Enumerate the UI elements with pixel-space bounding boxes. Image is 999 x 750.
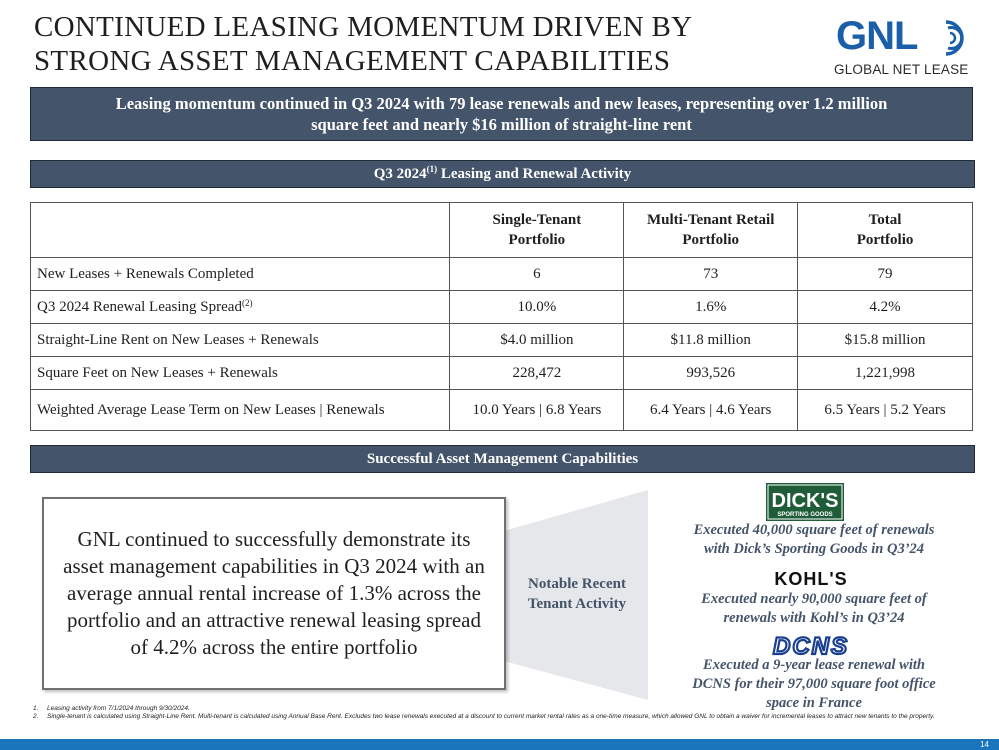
leasing-section-title-post: Leasing and Renewal Activity xyxy=(437,166,632,182)
cell-multi-tenant: $11.8 million xyxy=(624,324,798,357)
footnote-text: Single-tenant is calculated using Straight-Line Rent. Multi-tenant is calculated using Annual Base Rent. Excludes two lease renewals executed at a discount to current market rental rates as a one-time measure, which allowed GNL to obtain a waiver for incremental leases to attract new tenants to the property. xyxy=(47,713,935,720)
logo-mark: GNL xyxy=(836,14,918,58)
summary-banner xyxy=(30,87,973,141)
page-number: 14 xyxy=(980,740,989,749)
page-title xyxy=(34,10,774,78)
asset-management-callout xyxy=(42,497,506,690)
footnote-item xyxy=(33,705,983,713)
kohls-logo xyxy=(756,569,866,589)
leasing-section-header xyxy=(30,160,975,188)
dicks-sporting-goods-logo xyxy=(766,483,844,521)
cell-total: 1,221,998 xyxy=(798,357,973,390)
tenant-activity-kohls xyxy=(664,590,964,628)
dcns-logo xyxy=(766,633,856,657)
cell-total: 6.5 Years | 5.2 Years xyxy=(798,390,973,431)
table-row xyxy=(31,324,973,357)
logo-subtitle: GLOBAL NET LEASE xyxy=(834,62,969,77)
notable-label-line-2: Tenant Activity xyxy=(527,596,627,612)
tenant-activity-line: renewals with Kohl’s in Q3’24 xyxy=(723,610,905,626)
footer-bar xyxy=(0,739,999,750)
cell-multi-tenant: 6.4 Years | 4.6 Years xyxy=(624,390,798,431)
row-label: Q3 2024 Renewal Leasing Spread$^{(2)}$ xyxy=(31,291,450,324)
dcns-logo-wordmark: DCNS xyxy=(772,633,850,657)
summary-banner-line-1: Leasing momentum continued in Q3 2024 with 79 lease renewals and new leases, representing over 1.2 million xyxy=(115,94,888,113)
cell-single-tenant: 10.0% xyxy=(450,291,624,324)
cell-total: 4.2% xyxy=(798,291,973,324)
dicks-logo-tagline: SPORTING GOODS xyxy=(777,512,833,518)
notable-label-line-1: Notable Recent xyxy=(528,576,626,592)
column-header-total: Total Portfolio xyxy=(798,203,973,258)
cell-multi-tenant: 73 xyxy=(624,258,798,291)
page-title-line-2: STRONG ASSET MANAGEMENT CAPABILITIES xyxy=(34,45,671,77)
notable-tenant-activity-label xyxy=(508,574,646,614)
cell-total: 79 xyxy=(798,258,973,291)
cell-single-tenant: 10.0 Years | 6.8 Years xyxy=(450,390,624,431)
gnl-logo xyxy=(832,14,982,80)
cell-single-tenant: $4.0 million xyxy=(450,324,624,357)
footnote-number: 1. xyxy=(33,705,39,712)
column-header-single-tenant: Single-Tenant Portfolio xyxy=(450,203,624,258)
asset-management-callout-text: GNL continued to successfully demonstrate its asset management capabilities in Q3 2024 with an average annual rental increase of 1.3% across the portfolio and an attractive renewal leasing spread of 4.2% across the entire portfolio xyxy=(63,527,485,659)
tenant-activity-line: Executed nearly 90,000 square feet of xyxy=(701,591,927,607)
leasing-activity-table xyxy=(30,202,973,431)
logo-swirl-icon xyxy=(932,16,976,60)
row-label-footnote: (2) xyxy=(241,297,253,308)
table-header-row xyxy=(31,203,973,258)
cell-multi-tenant: 1.6% xyxy=(624,291,798,324)
table-row xyxy=(31,357,973,390)
row-label: Straight-Line Rent on New Leases + Renewals xyxy=(31,324,450,357)
row-label: New Leases + Renewals Completed xyxy=(31,258,450,291)
tenant-activity-line: space in France xyxy=(766,695,862,711)
asset-management-section-header: Successful Asset Management Capabilities xyxy=(30,445,975,473)
footnote-number: 2. xyxy=(33,713,39,720)
row-label: Square Feet on New Leases + Renewals xyxy=(31,357,450,390)
tenant-activity-line: Executed 40,000 square feet of renewals xyxy=(693,522,935,538)
page-title-line-1: CONTINUED LEASING MOMENTUM DRIVEN BY xyxy=(34,11,693,43)
cell-total: $15.8 million xyxy=(798,324,973,357)
tenant-activity-line: DCNS for their 97,000 square foot office xyxy=(692,676,936,692)
tenant-activity-line: with Dick’s Sporting Goods in Q3’24 xyxy=(703,541,925,557)
cell-single-tenant: 228,472 xyxy=(450,357,624,390)
table-header-empty xyxy=(31,203,450,258)
table-row xyxy=(31,258,973,291)
tenant-activity-dicks xyxy=(664,521,964,559)
column-header-multi-tenant: Multi-Tenant Retail Portfolio xyxy=(624,203,798,258)
kohls-logo-wordmark: KOHL'S xyxy=(774,569,848,589)
summary-banner-line-2: square feet and nearly $16 million of straight-line rent xyxy=(311,115,692,134)
dicks-logo-wordmark: DICK'S xyxy=(771,490,839,512)
footnote-text: Leasing activity from 7/1/2024 through 9/30/2024. xyxy=(47,705,190,712)
row-label: Weighted Average Lease Term on New Leases | Renewals xyxy=(31,390,450,431)
table-row xyxy=(31,291,973,324)
leasing-section-title-footnote: (1) xyxy=(426,164,438,174)
footnote-item xyxy=(33,713,983,721)
cell-single-tenant: 6 xyxy=(450,258,624,291)
leasing-section-title-pre: Q3 2024 xyxy=(373,166,427,182)
footnotes xyxy=(33,705,983,721)
table-row xyxy=(31,390,973,431)
tenant-activity-line: Executed a 9-year lease renewal with xyxy=(703,657,925,673)
cell-multi-tenant: 993,526 xyxy=(624,357,798,390)
